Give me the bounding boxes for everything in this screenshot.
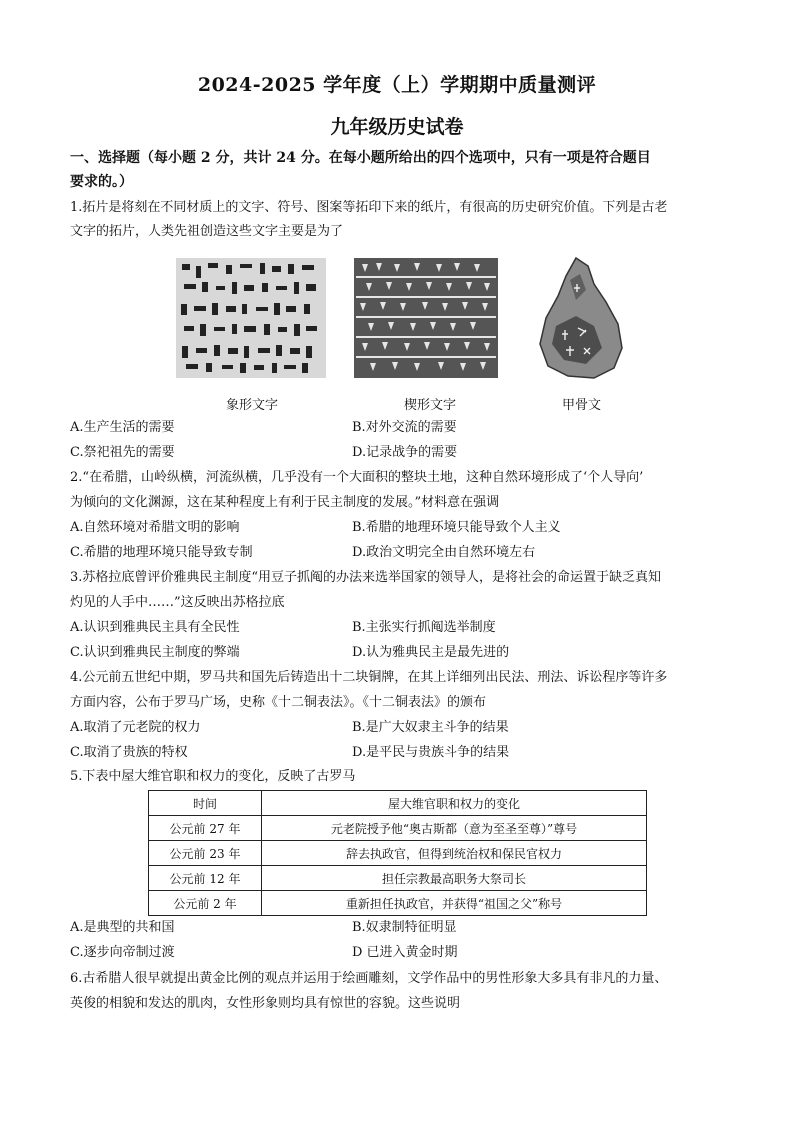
table-header-time: 时间 [149,791,262,816]
table-cell-time: 公元前 23 年 [149,841,262,866]
q5-stem-line1: 5.下表中屋大维官职和权力的变化，反映了古罗马 [70,769,356,784]
q2-stem-line2: 为倾向的文化渊源，这在某种程度上有利于民主制度的发展。”材料意在强调 [70,495,500,510]
q2-option-d: D.政治文明完全由自然环境左右 [352,545,536,560]
q5-option-a: A.是典型的共和国 [70,920,175,935]
q3-option-c: C.认识到雅典民主制度的弊端 [70,645,240,660]
q4-option-c: C.取消了贵族的特权 [70,745,188,760]
q2-option-b: B.希腊的地理环境只能导致个人主义 [352,520,561,535]
q3-option-b: B.主张实行抓阄选举制度 [352,620,496,635]
q1-option-a: A.生产生活的需要 [70,420,175,435]
octavian-office-table [148,790,647,916]
oracle-bone-rubbing-image [536,256,626,384]
q6-stem-line2: 英俊的相貌和发达的肌肉，女性形象则均具有惊世的容貌。这些说明 [70,996,461,1011]
exam-subtitle: 九年级历史试卷 [330,116,464,138]
table-cell-change: 担任宗教最高职务大祭司长 [262,866,647,891]
table-cell-time: 公元前 27 年 [149,816,262,841]
caption-hieroglyph: 象形文字 [226,398,279,413]
table-cell-time: 公元前 2 年 [149,891,262,916]
exam-title: 2024-2025 学年度（上）学期期中质量测评 [197,74,597,96]
q4-option-b: B.是广大奴隶主斗争的结果 [352,720,509,735]
caption-oracle-bone: 甲骨文 [562,398,602,413]
q2-option-c: C.希腊的地理环境只能导致专制 [70,545,253,560]
table-row [149,866,647,891]
table-row [149,816,647,841]
q5-option-b: B.奴隶制特征明显 [352,920,457,935]
q5-option-d: D 已进入黄金时期 [352,945,458,960]
q2-option-a: A.自然环境对希腊文明的影响 [70,520,240,535]
table-cell-change: 元老院授予他“奥古斯都（意为至圣至尊）”尊号 [262,816,647,841]
q4-stem-line2: 方面内容，公布于罗马广场，史称《十二铜表法》。《十二铜表法》的颁布 [70,695,487,710]
q3-stem-line2: 灼见的人手中……”这反映出苏格拉底 [70,595,285,610]
table-row [149,891,647,916]
table-row [149,841,647,866]
q5-option-c: C.逐步向帝制过渡 [70,945,175,960]
q1-option-b: B.对外交流的需要 [352,420,457,435]
section-heading-line2: 要求的。） [70,174,133,190]
q6-stem-line1: 6.古希腊人很早就提出黄金比例的观点并运用于绘画雕刻，文学作品中的男性形象大多具有非凡的力量、 [70,971,668,986]
q1-stem-line2: 文字的拓片，人类先祖创造这些文字主要是为了 [70,224,344,239]
q3-option-d: D.认为雅典民主是最先进的 [352,645,510,660]
table-cell-change: 重新担任执政官，并获得“祖国之父”称号 [262,891,647,916]
q4-option-a: A.取消了元老院的权力 [70,720,201,735]
hieroglyph-rubbing-image [176,258,326,382]
section-heading-line1: 一、选择题（每小题 2 分，共计 24 分。在每小题所给出的四个选项中，只有一项是符合题目 [70,150,651,166]
table-header-change: 屋大维官职和权力的变化 [262,791,647,816]
caption-cuneiform: 楔形文字 [404,398,457,413]
q2-stem-line1: 2.“在希腊，山岭纵横，河流纵横，几乎没有一个大面积的整块土地，这种自然环境形成了‘个人导向’ [70,470,644,485]
table-cell-time: 公元前 12 年 [149,866,262,891]
q4-stem-line1: 4.公元前五世纪中期，罗马共和国先后铸造出十二块铜牌，在其上详细列出民法、刑法、诉讼程序等许多 [70,670,668,685]
q1-option-d: D.记录战争的需要 [352,445,458,460]
table-cell-change: 辞去执政官，但得到统治权和保民官权力 [262,841,647,866]
q3-option-a: A.认识到雅典民主具有全民性 [70,620,240,635]
table-header-row [149,791,647,816]
q1-option-c: C.祭祀祖先的需要 [70,445,175,460]
cuneiform-rubbing-image [354,258,498,382]
q1-stem-line1: 1.拓片是将刻在不同材质上的文字、符号、图案等拓印下来的纸片，有很高的历史研究价值。下列是古老 [70,200,668,215]
q4-option-d: D.是平民与贵族斗争的结果 [352,745,510,760]
q3-stem-line1: 3.苏格拉底曾评价雅典民主制度“用豆子抓阄的办法来选举国家的领导人，是将社会的命运置于缺乏真知 [70,570,662,585]
